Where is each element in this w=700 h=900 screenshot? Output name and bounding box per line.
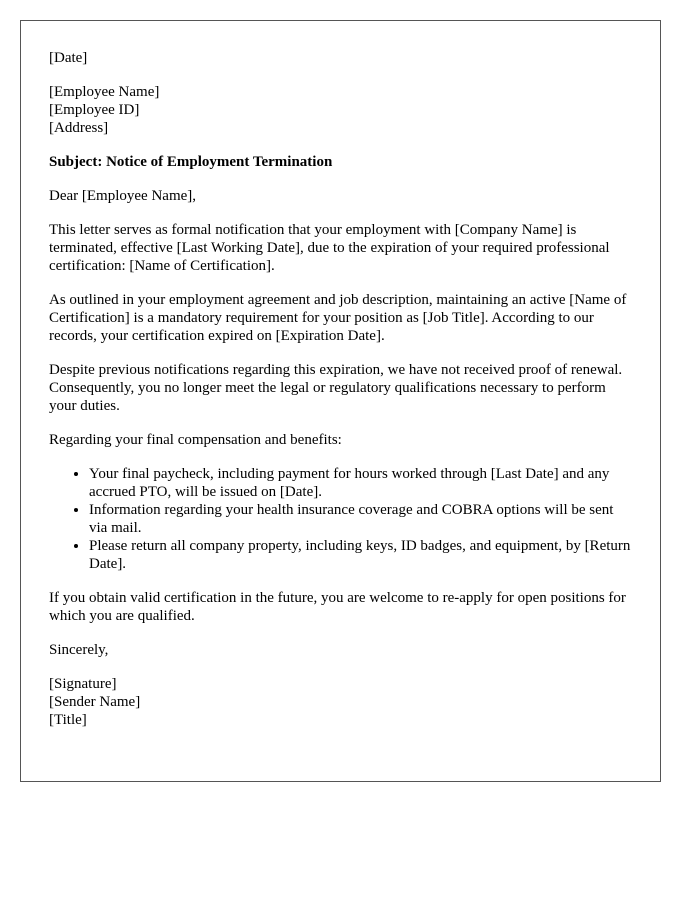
salutation: Dear [Employee Name],	[49, 188, 197, 204]
list-item: • Please return all company property, including keys, ID badges, and equipment, by [Return Date].	[89, 537, 632, 573]
subject-line: Subject: Notice of Employment Termination	[49, 154, 333, 170]
recipient-name: [Employee Name]	[49, 84, 160, 100]
compensation-list	[49, 465, 632, 573]
closing: Sincerely,	[49, 642, 109, 658]
paragraph-requirement: As outlined in your employment agreement and job description, maintaining an active [Name of Certification] is a mandatory requirement for your position as [Job Title]. According to our records, your certification expired on [Expiration Date].	[49, 292, 627, 344]
sender-name: [Sender Name]	[49, 694, 141, 710]
letter-date: [Date]	[49, 50, 88, 66]
recipient-id: [Employee ID]	[49, 102, 140, 118]
closing-paragraph: If you obtain valid certification in the future, you are welcome to re-apply for open positions for which you are qualified.	[49, 590, 626, 624]
list-item: • Information regarding your health insurance coverage and COBRA options will be sent via mail.	[89, 501, 632, 537]
list-item: • Your final paycheck, including payment for hours worked through [Last Date] and any accrued PTO, will be issued on [Date].	[89, 465, 632, 501]
sender-title: [Title]	[49, 712, 87, 728]
signature-block	[49, 675, 632, 729]
signature: [Signature]	[49, 676, 117, 692]
letter	[20, 20, 661, 782]
paragraph-compensation-intro: Regarding your final compensation and benefits:	[49, 432, 342, 448]
recipient-block	[49, 83, 632, 137]
recipient-address: [Address]	[49, 120, 109, 136]
paragraph-notification: This letter serves as formal notification that your employment with [Company Name] is terminated, effective [Last Working Date], due to the expiration of your required professional certification: [Name of Certification].	[49, 222, 610, 274]
paragraph-renewal: Despite previous notifications regarding this expiration, we have not received proof of renewal. Consequently, you no longer meet the legal or regulatory qualifications necessary to perform your duties.	[49, 362, 623, 414]
